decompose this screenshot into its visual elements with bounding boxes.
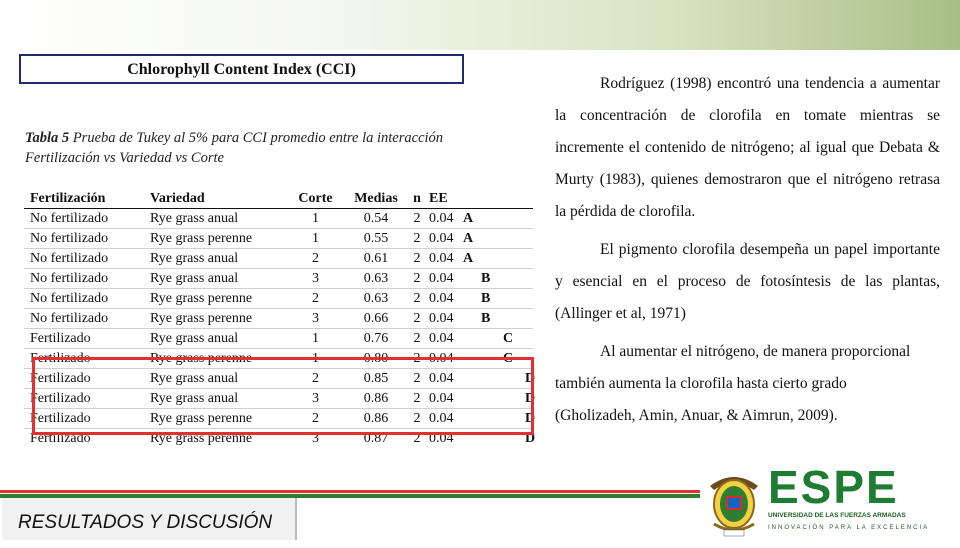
top-gradient-band [0, 0, 960, 50]
footer-red-line [0, 490, 700, 493]
slide-title-box: Chlorophyll Content Index (CCI) [19, 54, 464, 84]
cell-ee: 0.04 [425, 369, 463, 389]
group-letter: A [463, 231, 474, 246]
table-caption-text: Prueba de Tukey al 5% para CCI promedio entre la interacción Fertilización vs Variedad vs Corte [25, 130, 444, 166]
cell-variedad: Rye grass perenne [138, 409, 288, 429]
cell-fertilizacion: No fertilizado [24, 289, 138, 309]
cell-fertilizacion: Fertilizado [24, 349, 138, 369]
cell-fertilizacion: No fertilizado [24, 229, 138, 249]
cell-corte: 3 [288, 389, 343, 409]
cell-fertilizacion: Fertilizado [24, 369, 138, 389]
cell-group [463, 269, 533, 289]
group-letter: B [481, 291, 491, 306]
group-letter: D [525, 391, 536, 406]
cell-media: 0.86 [343, 389, 409, 409]
cell-media: 0.61 [343, 249, 409, 269]
tukey-table-container [24, 189, 534, 448]
group-letter: B [481, 311, 491, 326]
cell-n: 2 [409, 289, 425, 309]
tukey-table [24, 189, 536, 448]
cell-variedad: Rye grass anual [138, 249, 288, 269]
cell-n: 2 [409, 369, 425, 389]
cell-corte: 2 [288, 289, 343, 309]
cell-media: 0.54 [363, 211, 389, 226]
group-letter: D [525, 371, 536, 386]
cell-media: 0.55 [343, 229, 409, 249]
cell-corte: 1 [288, 329, 343, 349]
cell-media: 0.87 [343, 429, 409, 449]
cell-variedad: Rye grass anual [138, 329, 288, 349]
header-corte: Corte [288, 189, 343, 209]
cell-corte: 1 [288, 349, 343, 369]
cell-ee: 0.04 [425, 389, 463, 409]
section-title: RESULTADOS Y DISCUSIÓN [2, 498, 297, 540]
espe-tagline: INNOVACIÓN PARA LA EXCELENCIA [768, 525, 930, 531]
cell-corte: 2 [288, 409, 343, 429]
table-row [24, 249, 533, 269]
table-row [24, 409, 533, 429]
cell-fertilizacion: No fertilizado [24, 309, 138, 329]
discussion-text [555, 68, 940, 432]
espe-subtitle: UNIVERSIDAD DE LAS FUERZAS ARMADAS [768, 512, 906, 519]
cell-group [463, 249, 533, 269]
cell-n: 2 [409, 309, 425, 329]
cell-n: 2 [413, 211, 421, 226]
group-letter: C [503, 331, 514, 346]
cell-group [463, 409, 536, 429]
cell-ee: 0.04 [425, 409, 463, 429]
table-body [24, 209, 536, 449]
cell-variedad: Rye grass perenne [138, 429, 288, 449]
cell-n: 2 [409, 409, 425, 429]
group-letter: D [525, 411, 536, 426]
cell-corte: 3 [288, 269, 343, 289]
paragraph-2: El pigmento clorofila desempeña un papel importante y esencial en el proceso de fotosíntesis de las plantas, (Allinger et al, 1971) [555, 241, 940, 322]
cell-fertilizacion: Fertilizado [24, 389, 138, 409]
cell-variedad: Rye grass perenne [138, 229, 288, 249]
group-letter: B [481, 271, 491, 286]
cell-n: 2 [409, 389, 425, 409]
cell-variedad: Rye grass perenne [138, 309, 288, 329]
cell-media: 0.66 [343, 309, 409, 329]
cell-variedad: Rye grass anual [138, 369, 288, 389]
table-row [24, 329, 533, 349]
cell-variedad: Rye grass anual [150, 211, 239, 226]
university-crest-icon [704, 464, 764, 538]
espe-logo [700, 462, 960, 540]
cell-corte: 1 [288, 229, 343, 249]
cell-variedad: Rye grass anual [138, 389, 288, 409]
cell-fertilizacion: No fertilizado [24, 269, 138, 289]
header-fertilizacion: Fertilización [24, 189, 138, 209]
header-variedad: Variedad [138, 189, 288, 209]
cell-n: 2 [409, 229, 425, 249]
cell-fertilizacion: Fertilizado [24, 409, 138, 429]
table-row [24, 369, 533, 389]
cell-media: 0.80 [343, 349, 409, 369]
cell-corte: 3 [288, 429, 343, 449]
table-row [24, 289, 533, 309]
cell-corte: 2 [288, 249, 343, 269]
cell-group [463, 369, 536, 389]
table-row [24, 269, 533, 289]
table-row [24, 349, 533, 369]
cell-media: 0.63 [343, 289, 409, 309]
table-header-row [24, 189, 533, 209]
cell-media: 0.63 [343, 269, 409, 289]
cell-media: 0.76 [343, 329, 409, 349]
group-letter: A [463, 251, 474, 266]
espe-wordmark: ESPE [768, 461, 899, 513]
cell-n: 2 [409, 249, 425, 269]
group-letter: A [463, 211, 474, 226]
table-row [24, 209, 533, 229]
cell-group [463, 209, 533, 229]
table-row [24, 229, 533, 249]
group-letter: D [525, 431, 536, 446]
cell-group [463, 289, 533, 309]
cell-corte: 2 [288, 369, 343, 389]
cell-ee: 0.04 [425, 349, 463, 369]
cell-ee: 0.04 [425, 429, 463, 449]
table-caption-label: Tabla 5 [25, 130, 70, 146]
group-letter: C [503, 351, 514, 366]
table-caption [25, 128, 475, 168]
cell-media: 0.85 [343, 369, 409, 389]
paragraph-3-line-1: Al aumentar el nitrógeno, de manera proporcional [600, 343, 911, 360]
header-medias: Medias [343, 189, 409, 209]
table-row [24, 309, 533, 329]
header-group [463, 189, 533, 209]
cell-corte: 1 [312, 211, 319, 226]
cell-variedad: Rye grass perenne [138, 289, 288, 309]
paragraph-3-line-2: también aumenta la clorofila hasta cierto grado [555, 375, 847, 392]
footer-stripes [0, 490, 700, 498]
cell-ee: 0.04 [429, 211, 454, 226]
cell-ee: 0.04 [425, 269, 463, 289]
cell-n: 2 [409, 329, 425, 349]
cell-group [463, 229, 533, 249]
cell-fertilizacion: Fertilizado [24, 329, 138, 349]
paragraph-1: Rodríguez (1998) encontró una tendencia a aumentar la concentración de clorofila en tomate mientras se incremente el contenido de nitrógeno; al igual que Debata & Murty (1983), quienes demostraron que el nitrógeno retrasa la pérdida de clorofila. [555, 75, 940, 220]
table-row [24, 429, 533, 449]
cell-fertilizacion: No fertilizado [30, 211, 109, 226]
cell-ee: 0.04 [425, 289, 463, 309]
cell-group [463, 349, 533, 369]
cell-n: 2 [409, 349, 425, 369]
cell-ee: 0.04 [425, 229, 463, 249]
table-row [24, 389, 533, 409]
header-n: n [409, 189, 425, 209]
cell-ee: 0.04 [425, 329, 463, 349]
cell-corte: 3 [288, 309, 343, 329]
cell-group [463, 389, 536, 409]
cell-group [463, 309, 533, 329]
cell-variedad: Rye grass anual [138, 269, 288, 289]
header-ee: EE [425, 189, 463, 209]
paragraph-3-line-3: (Gholizadeh, Amin, Anuar, & Aimrun, 2009). [555, 407, 838, 424]
cell-media: 0.86 [343, 409, 409, 429]
cell-group [463, 429, 536, 449]
cell-n: 2 [409, 429, 425, 449]
cell-variedad: Rye grass perenne [138, 349, 288, 369]
cell-ee: 0.04 [425, 249, 463, 269]
cell-n: 2 [409, 269, 425, 289]
cell-fertilizacion: Fertilizado [24, 429, 138, 449]
cell-ee: 0.04 [425, 309, 463, 329]
cell-fertilizacion: No fertilizado [24, 249, 138, 269]
cell-group [463, 329, 533, 349]
